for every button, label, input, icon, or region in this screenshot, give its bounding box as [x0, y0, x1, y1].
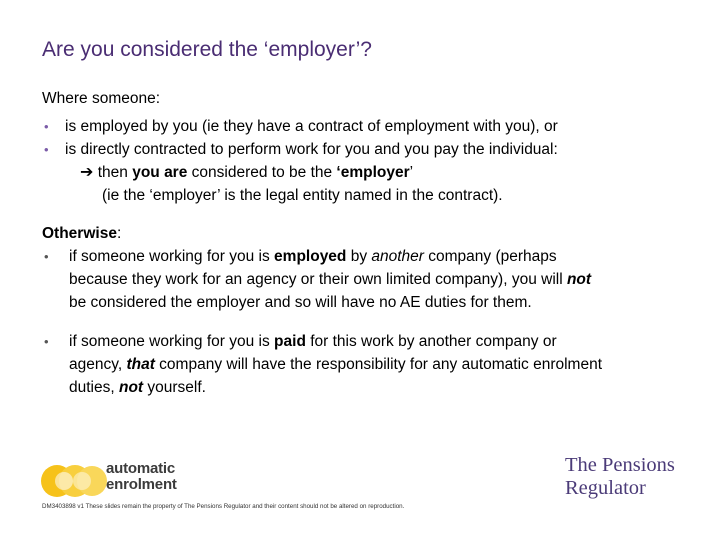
- logo-highlight: [73, 472, 91, 490]
- ae-logo-line-2: enrolment: [106, 476, 177, 493]
- intro-text: Where someone:: [42, 90, 161, 107]
- otherwise-item-1-line-2: because they work for an agency or their own limited company), you will not: [69, 271, 592, 288]
- bullet-dot: •: [44, 334, 49, 349]
- otherwise-heading: Otherwise:: [42, 225, 122, 242]
- automatic-enrolment-wordmark: [106, 461, 177, 493]
- conclusion-line-2: (ie the ‘employer’ is the legal entity named in the contract).: [102, 187, 503, 204]
- otherwise-item-1-line-3: be considered the employer and so will have no AE duties for them.: [69, 294, 532, 311]
- conclusion-line-1: ➔ then you are considered to be the ‘employer’: [80, 164, 414, 181]
- logo-highlight: [55, 472, 73, 490]
- pensions-regulator-logo: [565, 454, 675, 500]
- otherwise-item-2-line-3: duties, not yourself.: [69, 379, 206, 396]
- otherwise-item-1-line-1: if someone working for you is employed by another company (perhaps: [69, 248, 557, 265]
- bullet-contracted: is directly contracted to perform work for you and you pay the individual:: [65, 141, 558, 158]
- bullet-dot: •: [44, 249, 49, 264]
- otherwise-item-2-line-1: if someone working for you is paid for this work by another company or: [69, 333, 557, 350]
- bullet-dot: •: [44, 142, 49, 157]
- bullet-employed: is employed by you (ie they have a contract of employment with you), or: [65, 118, 558, 135]
- tpr-logo-line-2: Regulator: [565, 477, 646, 499]
- slide-title: Are you considered the ‘employer’?: [42, 38, 372, 61]
- bullet-dot: •: [44, 119, 49, 134]
- footnote: DM3403898 v1 These slides remain the property of The Pensions Regulator and their content should not be altered on reproduction.: [42, 503, 405, 510]
- ae-logo-line-1: automatic: [106, 460, 176, 477]
- right-arrow-icon: ➔: [80, 164, 94, 181]
- otherwise-item-2-line-2: agency, that company will have the responsibility for any automatic enrolment: [69, 356, 603, 373]
- tpr-logo-line-1: The Pensions: [565, 454, 675, 476]
